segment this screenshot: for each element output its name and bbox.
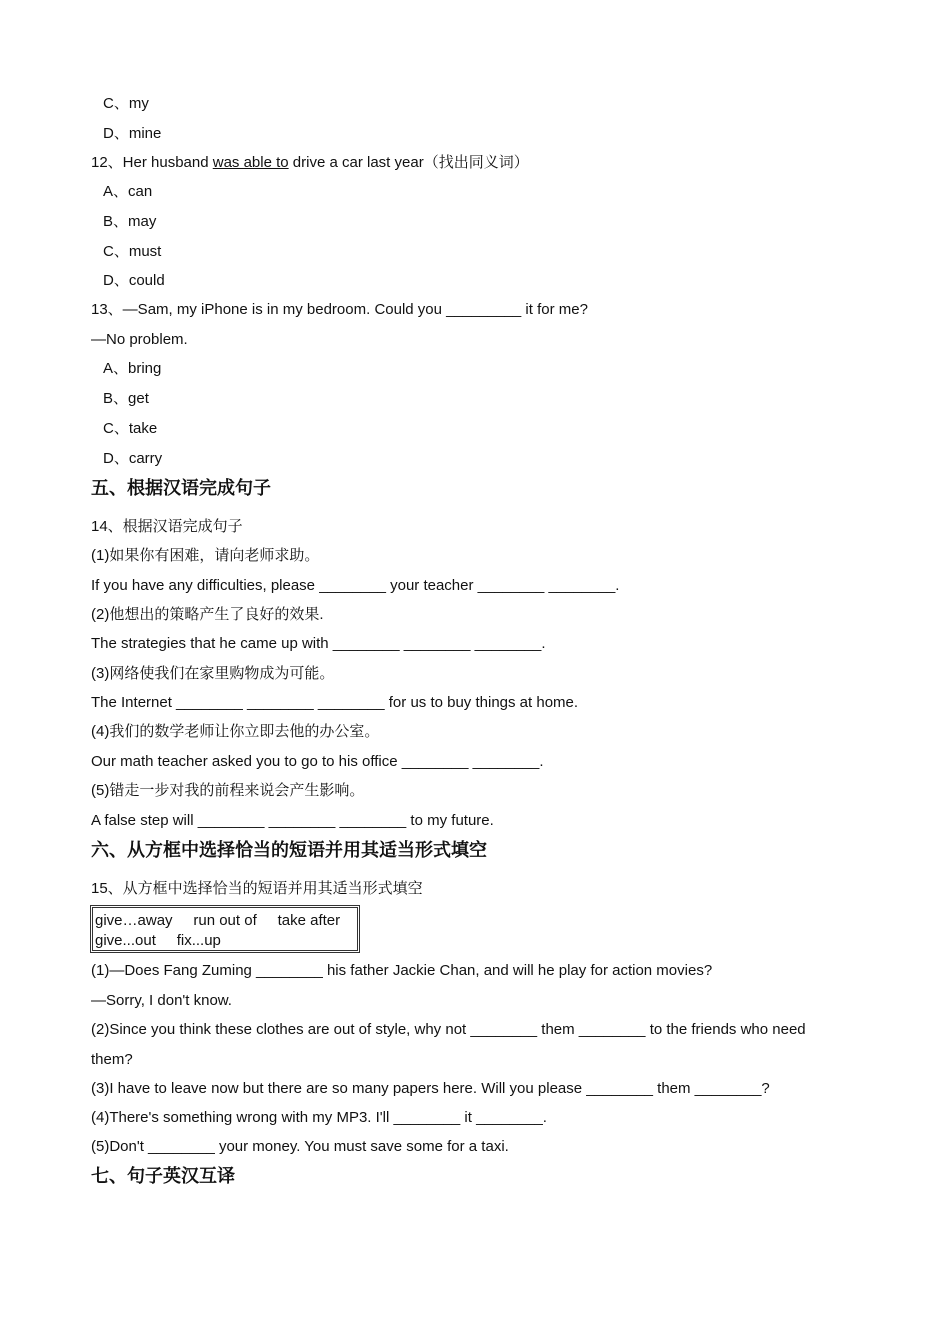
q15-line7: (5)Don't ________ your money. You must save some for a taxi.	[91, 1138, 509, 1155]
q13-option-a: A、bring	[103, 360, 162, 377]
q15-line4: them?	[91, 1051, 133, 1068]
section6-heading: 六、从方框中选择恰当的短语并用其适当形式填空	[91, 840, 487, 860]
q15-line3: (2)Since you think these clothes are out of style, why not ________ them ________ to the friends who need	[91, 1021, 806, 1038]
q14-item2-en: The strategies that he came up with ________ ________ ________.	[91, 635, 546, 652]
q13-option-d: D、carry	[103, 450, 163, 467]
q14-item3-en: The Internet ________ ________ ________ for us to buy things at home.	[91, 694, 579, 711]
q13-line2: —No problem.	[91, 331, 188, 348]
q12-suffix: drive a car last year（找出同义词）	[288, 154, 529, 171]
q14-title: 14、根据汉语完成句子	[91, 518, 243, 535]
q12-option-d: D、could	[103, 272, 165, 289]
q12-stem	[91, 153, 529, 173]
q14-item2-cn: (2)他想出的策略产生了良好的效果.	[91, 606, 324, 623]
q13-option-b: B、get	[103, 390, 149, 407]
q15-line1: (1)—Does Fang Zuming ________ his father Jackie Chan, and will he play for action movies?	[91, 962, 713, 979]
q14-item5-en: A false step will ________ ________ ________ to my future.	[91, 812, 494, 829]
q11-option-c: C、my	[103, 95, 149, 112]
q14-item4-en: Our math teacher asked you to go to his office ________ ________.	[91, 753, 544, 770]
phrase-box-line2: give...out fix...up	[95, 932, 221, 949]
q14-item4-cn: (4)我们的数学老师让你立即去他的办公室。	[91, 723, 380, 740]
q15-line6: (4)There's something wrong with my MP3. I'll ________ it ________.	[91, 1109, 547, 1126]
q12-option-b: B、may	[103, 213, 157, 230]
q11-option-d: D、mine	[103, 125, 162, 142]
q14-item1-cn: (1)如果你有困难，请向老师求助。	[91, 547, 320, 564]
q15-line2: —Sorry, I don't know.	[91, 992, 232, 1009]
q13-option-c: C、take	[103, 420, 158, 437]
q12-underlined: was able to	[212, 154, 289, 171]
phrase-box	[90, 905, 360, 953]
q12-option-c: C、must	[103, 243, 162, 260]
q13-line1: 13、—Sam, my iPhone is in my bedroom. Could you _________ it for me?	[91, 301, 588, 318]
section7-heading: 七、句子英汉互译	[91, 1166, 235, 1186]
phrase-box-line1: give…away run out of take after	[95, 912, 341, 929]
q14-item1-en: If you have any difficulties, please ________ your teacher ________ ________.	[91, 577, 620, 594]
section5-heading: 五、根据汉语完成句子	[91, 478, 271, 498]
q15-line5: (3)I have to leave now but there are so many papers here. Will you please ________ them ________?	[91, 1080, 770, 1097]
q15-title: 15、从方框中选择恰当的短语并用其适当形式填空	[91, 880, 423, 897]
q12-prefix: 12、Her husband	[91, 154, 213, 171]
q12-option-a: A、can	[103, 183, 153, 200]
q14-item3-cn: (3)网络使我们在家里购物成为可能。	[91, 665, 335, 682]
q14-item5-cn: (5)错走一步对我的前程来说会产生影响。	[91, 782, 365, 799]
